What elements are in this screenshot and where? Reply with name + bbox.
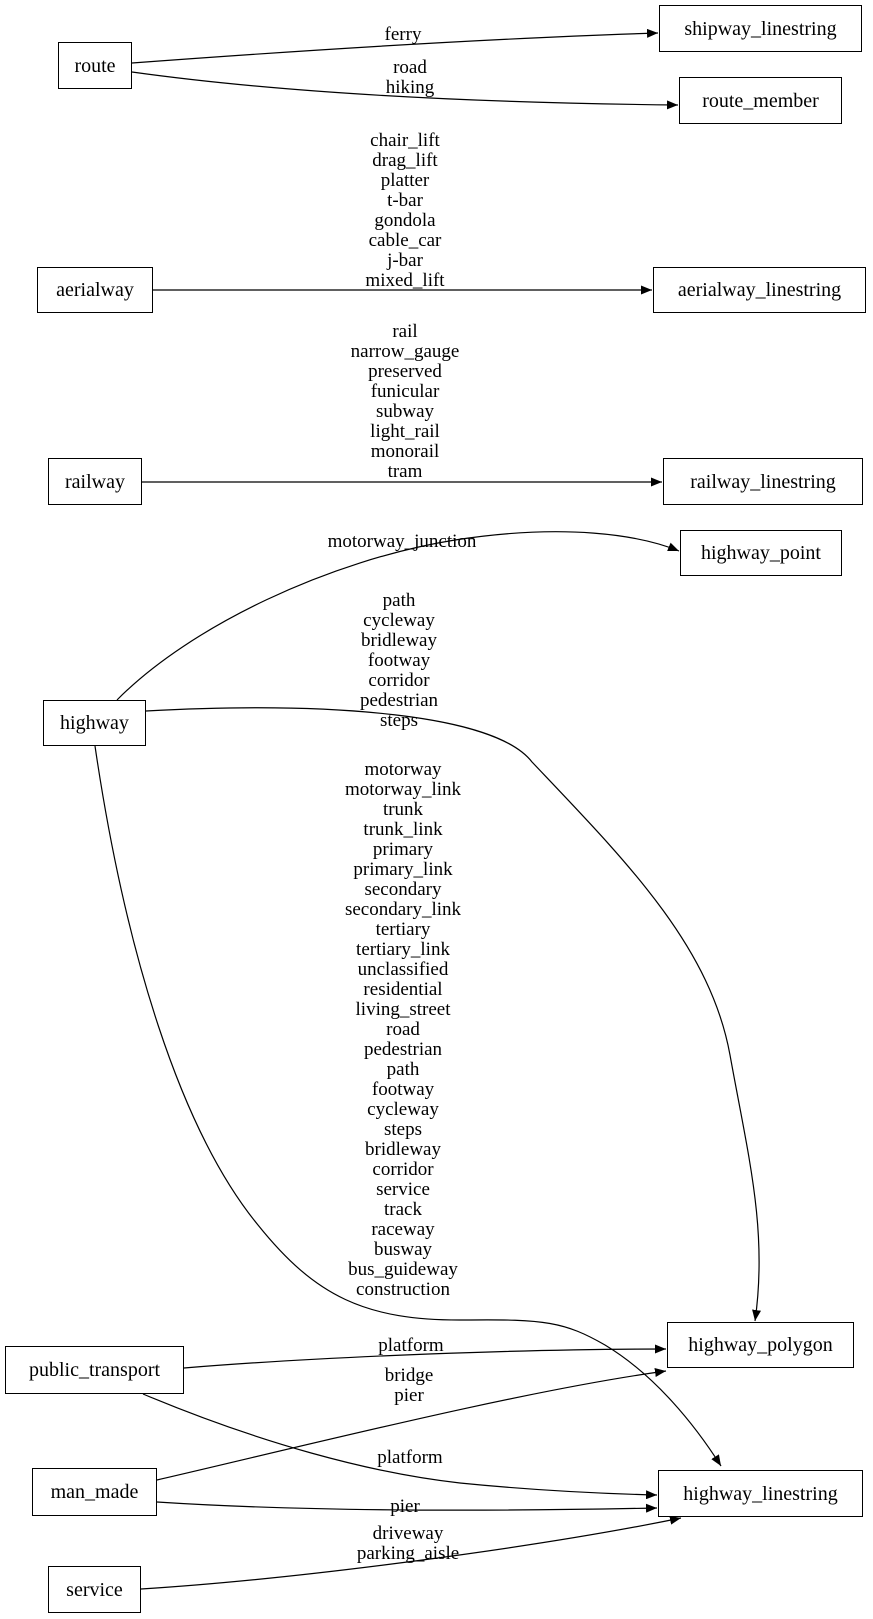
- edge-label-driveway-parking_aisle: driveway parking_aisle: [356, 1523, 460, 1564]
- edge-label-ferry: ferry: [384, 24, 422, 45]
- edge-label-highway-linestring-types: motorway motorway_link trunk trunk_link primary primary_link secondary secondary_link tertiary tertiary_link unclassified residential living_street road pedestrian path footway cycleway steps bridleway corridor service track raceway busway bus_guideway construction: [344, 759, 462, 1300]
- node-highway_point: highway_point: [680, 530, 842, 576]
- edge-label-bridge-pier: bridge pier: [384, 1365, 434, 1406]
- node-highway: highway: [43, 700, 146, 746]
- edge-label-motorway_junction: motorway_junction: [327, 531, 477, 552]
- edge-label-platform-linestring: platform: [377, 1447, 443, 1468]
- node-railway: railway: [48, 458, 142, 505]
- node-route: route: [58, 42, 132, 89]
- node-service: service: [48, 1566, 141, 1613]
- node-railway_linestring: railway_linestring: [663, 458, 863, 505]
- node-route_member: route_member: [679, 77, 842, 124]
- node-man_made: man_made: [32, 1468, 157, 1516]
- edge-label-highway-polygon-types: path cycleway bridleway footway corridor pedestrian steps: [359, 590, 439, 731]
- node-highway_polygon: highway_polygon: [667, 1322, 854, 1368]
- node-highway_linestring: highway_linestring: [658, 1470, 863, 1517]
- node-shipway_linestring: shipway_linestring: [659, 5, 862, 52]
- edge-label-platform-polygon: platform: [378, 1335, 444, 1356]
- node-aerialway_linestring: aerialway_linestring: [653, 267, 866, 313]
- edge-label-aerialway-types: chair_lift drag_lift platter t-bar gondola cable_car j-bar mixed_lift: [365, 130, 445, 291]
- edge-label-pier-linestring: pier: [390, 1496, 420, 1517]
- edge-public_transport-highway_linestring: [143, 1394, 657, 1495]
- edge-label-railway-types: rail narrow_gauge preserved funicular subway light_rail monorail tram: [350, 321, 460, 482]
- node-public_transport: public_transport: [5, 1346, 184, 1394]
- edge-label-road-hiking: road hiking: [385, 57, 435, 98]
- node-aerialway: aerialway: [37, 267, 153, 313]
